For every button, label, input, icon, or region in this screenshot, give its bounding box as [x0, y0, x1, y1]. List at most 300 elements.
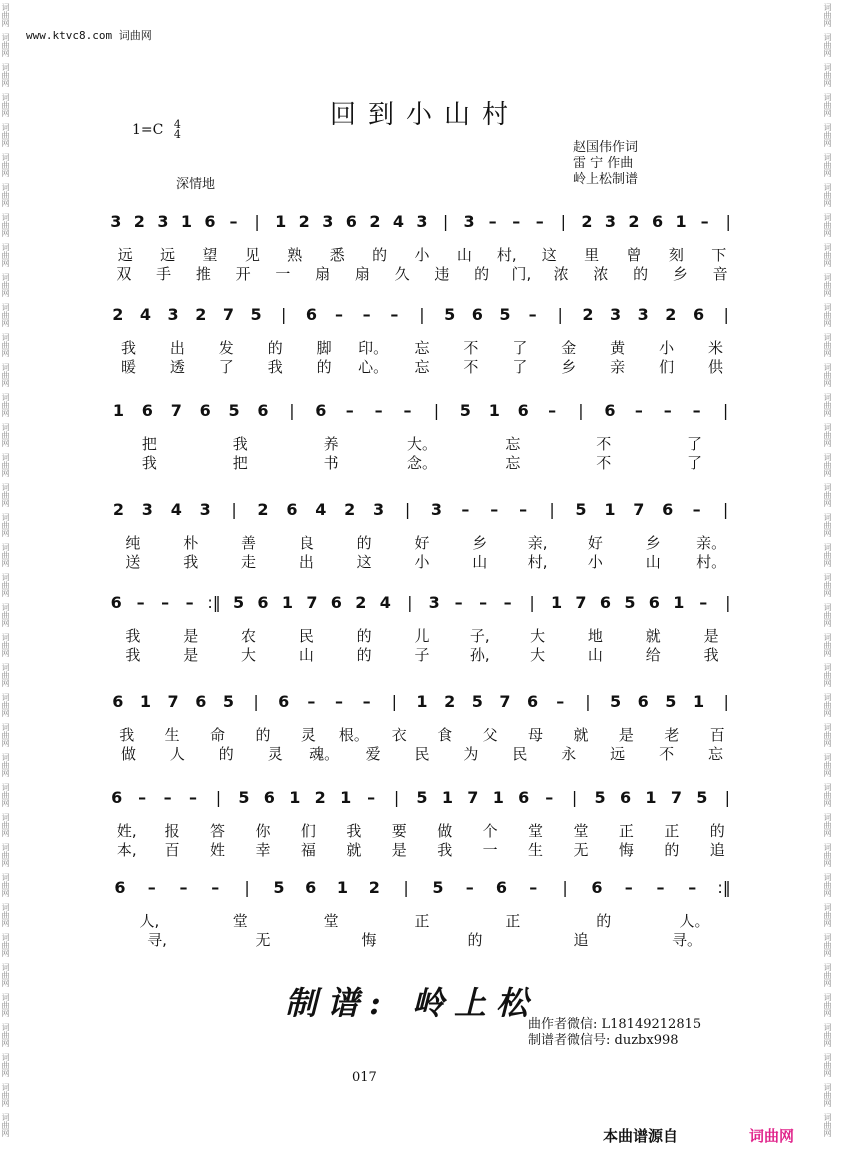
note: 2 — [368, 878, 380, 897]
barline: | — [562, 878, 568, 897]
watermark-text: 词曲网 — [823, 933, 832, 957]
lyric-syllable: 亲。 — [696, 534, 727, 552]
note: 6 — [278, 692, 290, 711]
note: 5 — [594, 788, 606, 807]
lyric-syllable: 好 — [414, 534, 430, 552]
time-signature-top: 4 — [173, 118, 181, 131]
lyric-syllable: 永 — [561, 745, 577, 763]
lyric-syllable: 脚 — [316, 339, 332, 357]
lyric-syllable: 了 — [218, 358, 234, 376]
lyrics-verse-1 — [104, 912, 744, 932]
lyric-syllable: 远 — [160, 246, 176, 264]
lyric-syllable: 做 — [120, 745, 136, 763]
note: 5 — [459, 401, 471, 420]
lyric-syllable: 善 — [241, 534, 257, 552]
note: 4 — [315, 500, 327, 519]
lyric-syllable: 地 — [587, 627, 603, 645]
watermark-text: 词曲网 — [1, 993, 10, 1017]
lyric-syllable: 寻。 — [671, 931, 702, 949]
note: 6 — [263, 788, 275, 807]
lyric-syllable: 是 — [618, 726, 634, 744]
lyric-syllable: 浓 — [593, 265, 609, 283]
lyric-syllable: 村, — [496, 246, 517, 264]
lyric-syllable: 堂 — [573, 822, 589, 840]
lyric-syllable: 把 — [141, 435, 157, 453]
watermark-text: 词曲网 — [823, 633, 832, 657]
watermark-text: 词曲网 — [823, 723, 832, 747]
watermark-text: 词曲网 — [823, 243, 832, 267]
lyric-syllable: 堂 — [528, 822, 544, 840]
watermark-text: 词曲网 — [823, 1083, 832, 1107]
lyric-syllable: 父 — [482, 726, 498, 744]
lyric-syllable: 下 — [711, 246, 727, 264]
watermark-text: 词曲网 — [1, 213, 10, 237]
lyrics-verse-1 — [104, 339, 744, 359]
lyric-syllable: 无 — [255, 931, 271, 949]
lyric-syllable: 乡 — [472, 534, 488, 552]
note: – — [335, 692, 344, 711]
barline: | — [549, 500, 555, 519]
time-signature-bottom: 4 — [173, 128, 181, 141]
note: 7 — [467, 788, 479, 807]
lyric-syllable: 子, — [469, 627, 490, 645]
lyric-syllable: 的 — [218, 745, 234, 763]
lyric-syllable: 大 — [241, 646, 257, 664]
barline: | — [723, 305, 729, 324]
note: 2 — [112, 305, 124, 324]
watermark-text: 词曲网 — [1, 3, 10, 27]
notation-row — [104, 878, 744, 910]
note: 7 — [670, 788, 682, 807]
notation-row — [104, 788, 744, 820]
note: 5 — [238, 788, 250, 807]
barline: | — [442, 212, 449, 231]
lyric-syllable: 我 — [232, 435, 248, 453]
note: 6 — [518, 788, 530, 807]
lyric-syllable: 人, — [139, 912, 160, 930]
lyric-syllable: 刻 — [668, 246, 684, 264]
lyric-syllable: 透 — [169, 358, 185, 376]
note: 3 — [157, 212, 169, 231]
note: – — [490, 500, 499, 519]
barline: | — [253, 692, 259, 711]
lyric-syllable: 是 — [391, 841, 407, 859]
note: – — [454, 593, 463, 612]
lyric-syllable: 我 — [183, 553, 199, 571]
note: 2 — [298, 212, 310, 231]
watermark-text: 词曲网 — [823, 183, 832, 207]
note: 5 — [624, 593, 636, 612]
watermark-text: 词曲网 — [823, 153, 832, 177]
site-url: www.ktvc8.com 词曲网 — [26, 29, 152, 42]
lyric-syllable: 熟 — [287, 246, 303, 264]
note: – — [335, 305, 344, 324]
note: 6 — [114, 878, 126, 897]
lyric-syllable: 亲, — [527, 534, 548, 552]
note: – — [479, 593, 488, 612]
note: 3 — [322, 212, 334, 231]
watermark-text: 词曲网 — [823, 303, 832, 327]
lyric-syllable: 米 — [708, 339, 724, 357]
key-signature — [132, 120, 181, 140]
lyric-syllable: 个 — [482, 822, 498, 840]
lyric-syllable: 望 — [202, 246, 218, 264]
lyric-syllable: 们 — [659, 358, 675, 376]
note: 3 — [167, 305, 179, 324]
note: 5 — [222, 692, 234, 711]
notation-row — [104, 305, 744, 337]
note: 3 — [416, 212, 428, 231]
lyrics-verse-1 — [104, 822, 744, 842]
barline: | — [391, 692, 398, 711]
watermark-text: 词曲网 — [1, 1023, 10, 1047]
watermark-column-left — [0, 0, 20, 1171]
note: – — [488, 212, 497, 231]
note: 6 — [305, 305, 317, 324]
lyric-syllable: 山 — [456, 246, 472, 264]
watermark-text: 词曲网 — [823, 393, 832, 417]
lyric-syllable: 我 — [346, 822, 362, 840]
watermark-text: 词曲网 — [1, 33, 10, 57]
note: – — [345, 401, 354, 420]
note: 7 — [167, 692, 179, 711]
lyric-syllable: 农 — [241, 627, 257, 645]
note: 6 — [111, 788, 123, 807]
lyric-syllable: 老 — [664, 726, 680, 744]
watermark-column-right — [822, 0, 842, 1171]
lyric-syllable: 的 — [467, 931, 483, 949]
watermark-text: 词曲网 — [823, 1053, 832, 1077]
note: 5 — [250, 305, 262, 324]
lyric-syllable: 的 — [267, 339, 283, 357]
lyric-syllable: 出 — [169, 339, 185, 357]
watermark-text: 词曲网 — [823, 813, 832, 837]
watermark-text: 词曲网 — [1, 573, 10, 597]
lyric-syllable: 孙, — [469, 646, 490, 664]
note: 6 — [257, 593, 269, 612]
credits — [573, 140, 638, 188]
lyric-syllable: 的 — [356, 534, 372, 552]
barline: | — [722, 401, 729, 420]
lyric-syllable: 就 — [573, 726, 589, 744]
note: 6 — [204, 212, 216, 231]
note: 3 — [373, 500, 385, 519]
page-number: 017 — [352, 1070, 377, 1085]
note: 5 — [471, 692, 483, 711]
lyric-syllable: 民 — [298, 627, 314, 645]
lyric-syllable: 不 — [463, 358, 479, 376]
note: 1 — [336, 878, 349, 897]
lyric-syllable: 走 — [241, 553, 257, 571]
lyric-syllable: 小 — [587, 553, 603, 571]
lyric-syllable: 朴 — [183, 534, 199, 552]
watermark-text: 词曲网 — [823, 873, 832, 897]
lyric-syllable: 民 — [512, 745, 528, 763]
note: 5 — [499, 305, 511, 324]
lyric-syllable: 的 — [633, 265, 649, 283]
lyric-syllable: 的 — [596, 912, 612, 930]
song-title: 回到小山村 — [329, 100, 520, 130]
watermark-text: 词曲网 — [1, 543, 10, 567]
barline: | — [281, 305, 287, 324]
watermark-text: 词曲网 — [823, 603, 832, 627]
note: – — [374, 401, 383, 420]
lyric-syllable: 曾 — [626, 246, 642, 264]
note: 5 — [432, 878, 444, 897]
lyric-syllable: 了 — [512, 358, 528, 376]
note: 5 — [416, 788, 428, 807]
lyric-syllable: 答 — [210, 822, 226, 840]
footer-brand[interactable]: 词曲网 — [749, 1127, 795, 1145]
watermark-text: 词曲网 — [823, 543, 832, 567]
note: 1 — [550, 593, 563, 612]
lyric-syllable: 我 — [437, 841, 453, 859]
lyric-syllable: 出 — [298, 553, 314, 571]
lyric-syllable: 我 — [120, 339, 136, 357]
note: 2 — [112, 500, 125, 519]
lyric-syllable: 乡 — [561, 358, 577, 376]
barline: :‖ — [207, 593, 221, 612]
note: 6 — [599, 593, 612, 612]
note: 1 — [340, 788, 352, 807]
note: 2 — [314, 788, 326, 807]
watermark-text: 词曲网 — [1, 963, 10, 987]
lyric-syllable: 忘 — [505, 454, 521, 472]
note: 4 — [139, 305, 152, 324]
note: – — [147, 878, 156, 897]
note: 2 — [628, 212, 640, 231]
watermark-text: 词曲网 — [823, 1113, 832, 1137]
lyric-syllable: 手 — [156, 265, 172, 283]
lyric-syllable: 久 — [394, 265, 410, 283]
note: 1 — [492, 788, 504, 807]
lyric-syllable: 大 — [530, 646, 546, 664]
lyric-syllable: 我 — [125, 646, 141, 664]
lyric-syllable: 的 — [255, 726, 271, 744]
lyric-syllable: 不 — [463, 339, 479, 357]
barline: | — [724, 788, 730, 807]
lyric-syllable: 大 — [530, 627, 546, 645]
lyricist-credit: 赵国伟作词 — [573, 140, 639, 155]
note: – — [211, 878, 220, 897]
watermark-text: 词曲网 — [1, 273, 10, 297]
note: – — [692, 500, 701, 519]
note: 6 — [195, 692, 207, 711]
lyric-syllable: 一 — [275, 265, 291, 283]
note: 6 — [517, 401, 529, 420]
note: 1 — [139, 692, 152, 711]
lyric-syllable: 良 — [298, 534, 314, 552]
watermark-text: 词曲网 — [1, 453, 10, 477]
lyric-syllable: 山 — [587, 646, 603, 664]
note: 3 — [199, 500, 211, 519]
watermark-text: 词曲网 — [823, 3, 832, 27]
lyric-syllable: 本, — [116, 841, 137, 859]
lyric-syllable: 你 — [255, 822, 271, 840]
note: 3 — [430, 500, 443, 519]
watermark-text: 词曲网 — [1, 153, 10, 177]
lyric-syllable: 我 — [119, 726, 135, 744]
lyric-syllable: 大。 — [406, 435, 437, 453]
note: 1 — [604, 500, 616, 519]
note: 6 — [637, 692, 649, 711]
watermark-text: 词曲网 — [1, 423, 10, 447]
barline: | — [571, 788, 578, 807]
note: – — [229, 212, 238, 231]
note: – — [362, 692, 371, 711]
lyric-syllable: 人。 — [679, 912, 710, 930]
barline: | — [722, 500, 729, 519]
lyric-syllable: 发 — [218, 339, 234, 357]
lyric-syllable: 正 — [618, 822, 634, 840]
lyric-syllable: 好 — [587, 534, 603, 552]
note: – — [519, 500, 528, 519]
lyric-syllable: 百 — [709, 726, 725, 744]
lyric-syllable: 做 — [437, 822, 453, 840]
lyric-syllable: 山 — [298, 646, 314, 664]
note: 3 — [637, 305, 649, 324]
watermark-text: 词曲网 — [1, 723, 10, 747]
barline: | — [723, 692, 729, 711]
key-label: 1=C — [132, 122, 164, 138]
lyric-syllable: 幸 — [255, 841, 271, 859]
note: 2 — [195, 305, 207, 324]
lyric-syllable: 山 — [472, 553, 488, 571]
note: 2 — [581, 212, 593, 231]
watermark-text: 词曲网 — [1, 603, 10, 627]
note: – — [688, 878, 697, 897]
note: 6 — [648, 593, 660, 612]
lyric-syllable: 了 — [687, 454, 703, 472]
lyric-syllable: 姓 — [210, 841, 226, 859]
watermark-text: 词曲网 — [823, 693, 832, 717]
barline: | — [725, 593, 731, 612]
note: 7 — [499, 692, 511, 711]
note: – — [362, 305, 371, 324]
lyric-syllable: 小 — [414, 246, 430, 264]
note: – — [403, 401, 412, 420]
lyric-syllable: 不 — [659, 745, 675, 763]
lyric-syllable: 远 — [610, 745, 626, 763]
notation-row — [104, 401, 744, 433]
note: 1 — [441, 788, 453, 807]
watermark-text: 词曲网 — [1, 183, 10, 207]
note: 1 — [488, 401, 500, 420]
watermark-text: 词曲网 — [1, 303, 10, 327]
notation-row — [104, 212, 744, 244]
note: – — [545, 788, 554, 807]
note: – — [465, 878, 474, 897]
barline: | — [393, 788, 400, 807]
lyric-syllable: 灵 — [300, 726, 316, 744]
lyric-syllable: 我 — [267, 358, 283, 376]
lyric-syllable: 子 — [414, 646, 430, 664]
note: 6 — [471, 305, 483, 324]
watermark-text: 词曲网 — [823, 453, 832, 477]
note: – — [163, 788, 172, 807]
note: 5 — [609, 692, 622, 711]
lyric-syllable: 浓 — [553, 265, 569, 283]
barline: | — [407, 593, 413, 612]
tempo-marking: 深情地 — [176, 177, 216, 192]
note: – — [528, 305, 537, 324]
arranger-signature: 制谱: 岭上松 — [285, 984, 538, 1022]
lyric-syllable: 一 — [482, 841, 498, 859]
lyric-syllable: 无 — [573, 841, 589, 859]
lyrics-verse-2 — [104, 454, 744, 474]
watermark-text: 词曲网 — [823, 513, 832, 537]
note: 1 — [416, 692, 428, 711]
notation-row — [104, 593, 744, 625]
lyrics-verse-2 — [104, 745, 744, 765]
watermark-text: 词曲网 — [1, 663, 10, 687]
lyric-syllable: 人 — [169, 745, 185, 763]
barline: | — [289, 401, 295, 420]
lyric-syllable: 爱 — [365, 745, 381, 763]
lyric-syllable: 是 — [183, 627, 199, 645]
watermark-text: 词曲网 — [1, 63, 10, 87]
watermark-text: 词曲网 — [823, 993, 832, 1017]
note: 1 — [180, 212, 192, 231]
watermark-text: 词曲网 — [1, 783, 10, 807]
note: – — [179, 878, 188, 897]
lyrics-verse-2 — [104, 841, 744, 861]
lyric-syllable: 正 — [414, 912, 430, 930]
lyric-syllable: 的 — [709, 822, 725, 840]
note: 1 — [692, 692, 705, 711]
note: 5 — [696, 788, 708, 807]
lyric-syllable: 音 — [712, 265, 728, 283]
note: 2 — [369, 212, 381, 231]
arranger-credit: 岭上松制谱 — [573, 172, 639, 187]
watermark-text: 词曲网 — [1, 1113, 10, 1137]
note: 5 — [444, 305, 456, 324]
lyric-syllable: 根。 — [338, 726, 369, 744]
watermark-text: 词曲网 — [823, 63, 832, 87]
footer-source: 本曲谱源自 — [603, 1127, 679, 1145]
lyric-syllable: 报 — [164, 822, 180, 840]
note: – — [656, 878, 665, 897]
watermark-text: 词曲网 — [823, 963, 832, 987]
watermark-text: 词曲网 — [1, 363, 10, 387]
watermark-text: 词曲网 — [1, 633, 10, 657]
lyric-syllable: 山 — [645, 553, 661, 571]
watermark-text: 词曲网 — [1, 243, 10, 267]
time-signature — [174, 120, 181, 140]
watermark-text: 词曲网 — [1, 1083, 10, 1107]
note: 3 — [604, 212, 616, 231]
watermark-text: 词曲网 — [823, 483, 832, 507]
watermark-text: 词曲网 — [823, 213, 832, 237]
watermark-text: 词曲网 — [1, 903, 10, 927]
note: 4 — [392, 212, 404, 231]
note: 6 — [651, 212, 664, 231]
note: 6 — [692, 305, 705, 324]
lyric-syllable: 悔 — [618, 841, 634, 859]
note: 3 — [463, 212, 475, 231]
lyric-syllable: 灵 — [267, 745, 283, 763]
lyric-syllable: 就 — [645, 627, 661, 645]
note: – — [367, 788, 376, 807]
note: 2 — [257, 500, 269, 519]
note: 6 — [112, 692, 124, 711]
note: 6 — [619, 788, 632, 807]
note: 6 — [141, 401, 153, 420]
lyric-syllable: 堂 — [232, 912, 248, 930]
lyric-syllable: 把 — [232, 454, 248, 472]
lyric-syllable: 是 — [183, 646, 199, 664]
lyric-syllable: 推 — [195, 265, 211, 283]
